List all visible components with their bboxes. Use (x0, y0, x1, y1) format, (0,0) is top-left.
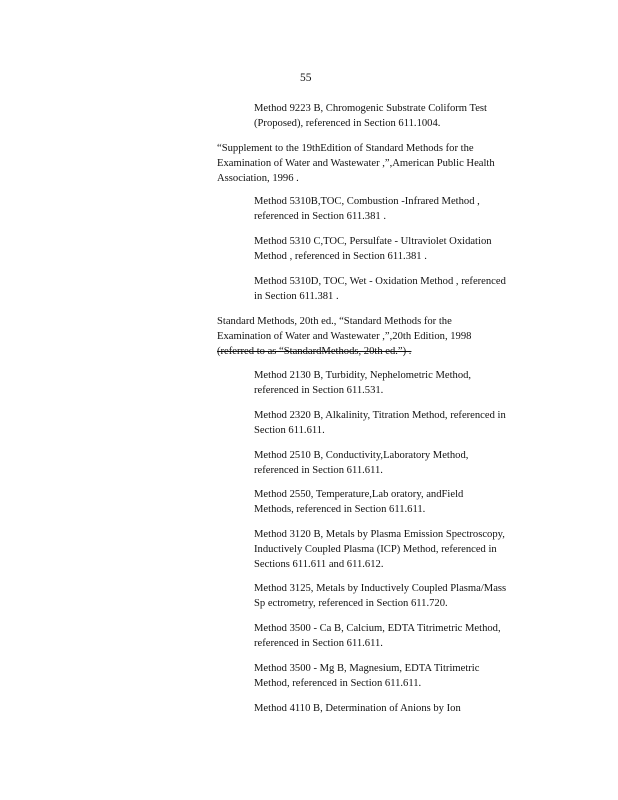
entry-line: in Section 611.381 . (254, 291, 339, 302)
entry-line: Sections 611.611 and 611.612. (254, 559, 384, 570)
page-number: 55 (300, 72, 312, 84)
entry-line: Method 5310 C,TOC, Persulfate - Ultraviolet Oxidation (254, 236, 492, 247)
entry-line: Inductively Coupled Plasma (ICP) Method, referenced in (254, 544, 497, 555)
reference-entry (254, 621, 501, 651)
entry-line: Method 2130 B, Turbidity, Nephelometric Method, (254, 370, 472, 381)
entry-line: Method 4110 B, Determination of Anions by Ion (254, 703, 461, 714)
entry-line: referenced in Section 611.381 . (254, 211, 386, 222)
entry-line: Methods, referenced in Section 611.611. (254, 504, 426, 515)
reference-entry (254, 194, 480, 224)
entry-line: referenced in Section 611.611. (254, 638, 383, 649)
reference-heading (217, 141, 495, 186)
reference-entry (254, 448, 468, 478)
entry-line: Examination of Water and Wastewater ,”,American Public Health (217, 158, 495, 169)
entry-line: Method 2320 B, Alkalinity, Titration Method, referenced in (254, 410, 506, 421)
reference-entry (254, 701, 461, 716)
reference-entry (254, 101, 487, 131)
entry-line: Standard Methods, 20th ed., “Standard Methods for the (217, 316, 452, 327)
entry-line: Method 3125, Metals by Inductively Coupled Plasma/Mass (254, 583, 507, 594)
reference-heading (217, 314, 471, 359)
reference-entry (254, 527, 505, 572)
entry-line: (Proposed), referenced in Section 611.1004. (254, 118, 441, 129)
entry-line: Method 5310D, TOC, Wet - Oxidation Method , referenced (254, 276, 506, 287)
entry-line: Method 3500 - Ca B, Calcium, EDTA Titrimetric Method, (254, 623, 501, 634)
entry-line: Method, referenced in Section 611.611. (254, 678, 422, 689)
reference-entry (254, 234, 492, 264)
entry-line: Method 2550, Temperature,Lab oratory, andField (254, 489, 464, 500)
entry-line: Examination of Water and Wastewater ,”,20th Edition, 1998 (217, 331, 472, 342)
entry-line: Method 3120 B, Metals by Plasma Emission Spectroscopy, (254, 529, 505, 540)
reference-entry (254, 274, 506, 304)
reference-entry (254, 487, 463, 517)
entry-line: Section 611.611. (254, 425, 325, 436)
reference-entry (254, 581, 506, 611)
reference-entry (254, 408, 506, 438)
struck-text: (referred to as “StandardMethods, 20th ed.”) . (217, 346, 412, 357)
entry-line: Association, 1996 . (217, 173, 299, 184)
entry-line: referenced in Section 611.611. (254, 465, 383, 476)
entry-line: Sp ectrometry, referenced in Section 611.720. (254, 598, 448, 609)
entry-line: Method 2510 B, Conductivity,Laboratory Method, (254, 450, 469, 461)
entry-line: Method 9223 B, Chromogenic Substrate Coliform Test (254, 103, 487, 114)
entry-line: referenced in Section 611.531. (254, 385, 384, 396)
entry-line: “Supplement to the 19thEdition of Standard Methods for the (217, 143, 474, 154)
reference-entry (254, 368, 471, 398)
reference-entry (254, 661, 479, 691)
entry-line: Method 5310B,TOC, Combustion -Infrared Method , (254, 196, 480, 207)
entry-line: Method 3500 - Mg B, Magnesium, EDTA Titrimetric (254, 663, 480, 674)
entry-line: Method , referenced in Section 611.381 . (254, 251, 427, 262)
